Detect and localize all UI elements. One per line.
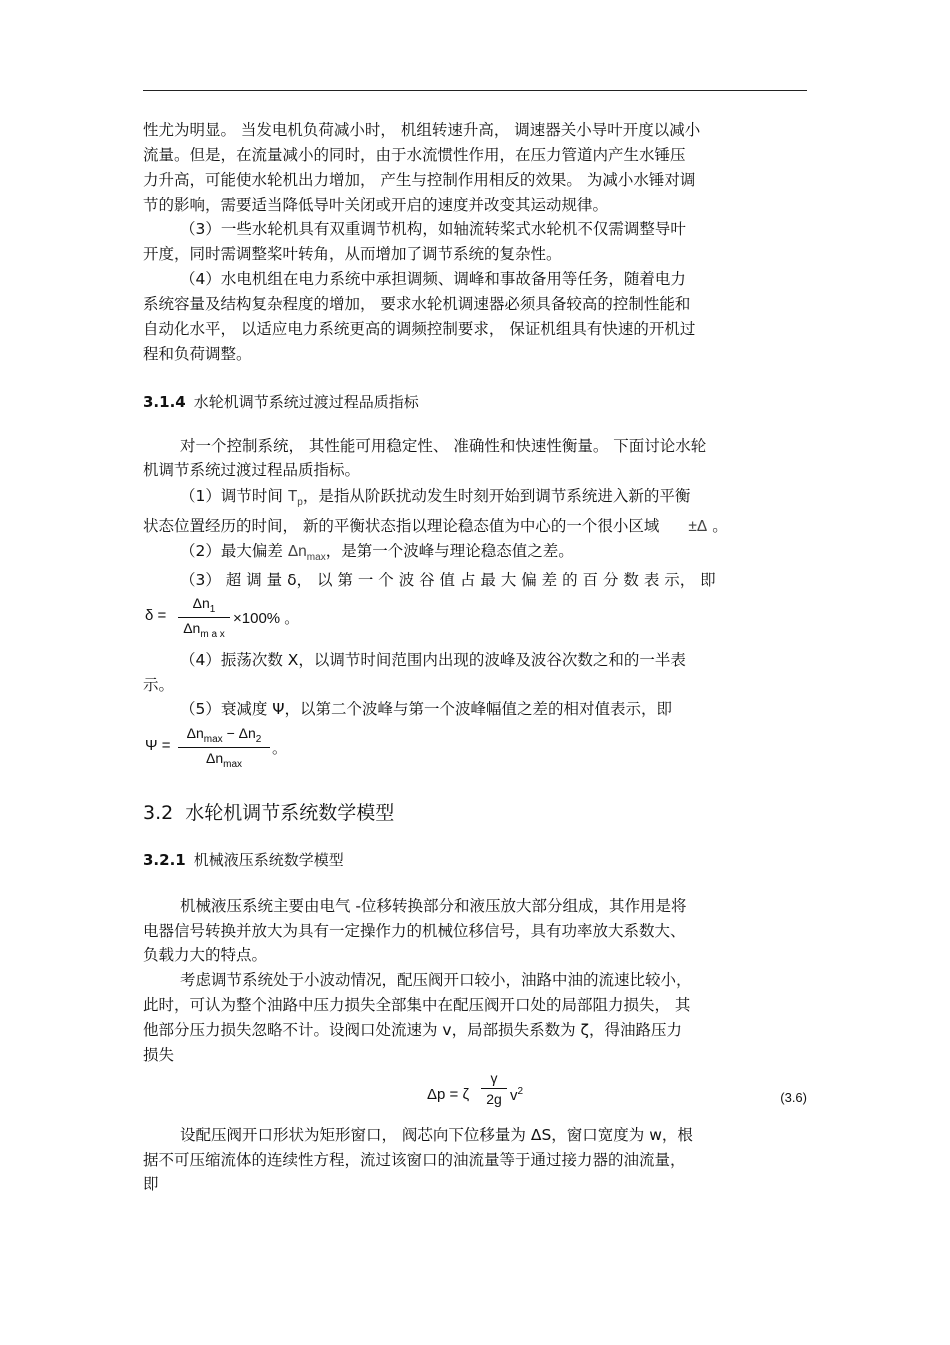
text-line: （4）水电机组在电力系统中承担调频、调峰和事故备用等任务，随着电力: [180, 270, 686, 288]
section-heading-3-1-4: [143, 392, 419, 412]
section-number: 3.2.1: [143, 851, 186, 869]
text-line: 力升高，可能使水轮机出力增加， 产生与控制作用相反的效果。 为减小水锤对调: [143, 171, 696, 189]
symbol: $\Delta n_{max}$: [287, 543, 326, 564]
text-line: 即: [143, 1175, 159, 1193]
section-number: 3.2: [143, 802, 174, 824]
formula-rhs: ×100% 。: [233, 610, 300, 627]
item-text: ，是指从阶跃扰动发生时刻开始到调节系统进入新的平衡: [302, 487, 691, 505]
text-line: 机调节系统过渡过程品质指标。: [143, 461, 361, 479]
text-line: 节的影响，需要适当降低导叶关闭或开启的速度并改变其运动规律。: [143, 196, 609, 214]
text-line: 程和负荷调整。: [143, 345, 252, 363]
section-title: 水轮机调节系统过渡过程品质指标: [193, 393, 419, 411]
formula-end: 。: [272, 740, 288, 757]
text-line: [180, 486, 690, 513]
symbol: $T_p$: [287, 488, 303, 509]
equation-number: (3.6): [780, 1090, 807, 1105]
text-line: （3） 超 调 量 δ， 以 第 一 个 波 谷 值 占 最 大 偏 差 的 百 分 数 表 示， 即: [180, 571, 716, 589]
formula-lhs: Ψ =: [145, 737, 171, 754]
text-line: （4）振荡次数 X，以调节时间范围内出现的波峰及波谷次数之和的一半表: [180, 651, 686, 669]
text-line: 自动化水平， 以适应电力系统更高的调频控制要求， 保证机组具有快速的开机过: [143, 320, 696, 338]
section-title: 水轮机调节系统数学模型: [185, 802, 395, 824]
text-line: 损失: [143, 1046, 175, 1064]
text-line: 机械液压系统主要由电气 -位移转换部分和液压放大部分组成，其作用是将: [180, 897, 687, 915]
fraction: $\Delta n_{max} - \Delta n_2$ $\Delta n_{max}$: [178, 725, 270, 770]
text-line: 考虑调节系统处于小波动情况，配压阀开口较小，油路中油的流速比较小，: [180, 971, 692, 989]
text-line: 此时，可认为整个油路中压力损失全部集中在配压阀开口处的局部阻力损失， 其: [143, 996, 691, 1014]
symbol: ±Δ: [688, 518, 708, 535]
text-line: 对一个控制系统， 其性能可用稳定性、 准确性和快速性衡量。 下面讨论水轮: [180, 437, 707, 455]
text-line: （3）一些水轮机具有双重调节机构，如轴流转桨式水轮机不仅需调整导叶: [180, 220, 686, 238]
text-line: 他部分压力损失忽略不计。设阀口处流速为 v，局部损失系数为 ζ，得油路压力: [143, 1021, 682, 1039]
header-rule: [143, 90, 807, 91]
item-label: （1）调节时间: [180, 487, 283, 505]
equation-lhs: Δp = ζ: [427, 1086, 470, 1103]
fraction: γ 2g: [481, 1070, 507, 1107]
text-line: 性尤为明显。 当发电机负荷减小时， 机组转速升高， 调速器关小导叶开度以减小: [143, 121, 701, 139]
text-line: 开度，同时需调整桨叶转角，从而增加了调节系统的复杂性。: [143, 245, 562, 263]
section-heading-3-2: [143, 801, 394, 825]
text-line: （5）衰减度 Ψ，以第二个波峰与第一个波峰幅值之差的相对值表示，即: [180, 700, 672, 718]
text-line: 电器信号转换并放大为具有一定操作力的机械位移信号，具有功率放大系数大、: [143, 922, 686, 940]
text-line: 负载力大的特点。: [143, 946, 268, 964]
text-line: 状态位置经历的时间， 新的平衡状态指以理论稳态值为中心的一个很小区域 ±Δ 。: [143, 517, 728, 535]
text-line: 示。: [143, 676, 175, 694]
text-line: 设配压阀开口形状为矩形窗口， 阀芯向下位移量为 ΔS，窗口宽度为 w，根: [180, 1126, 693, 1144]
text-line: 据不可压缩流体的连续性方程，流过该窗口的油流量等于通过接力器的油流量，: [143, 1151, 686, 1169]
section-heading-3-2-1: [143, 850, 344, 870]
equation-rhs: $v^2$: [510, 1086, 524, 1104]
section-title: 机械液压系统数学模型: [193, 851, 344, 869]
text-line: 系统容量及结构复杂程度的增加， 要求水轮机调速器必须具备较高的控制性能和: [143, 295, 691, 313]
formula-lhs: δ =: [145, 607, 167, 624]
text-line: 流量。但是，在流量减小的同时，由于水流惯性作用，在压力管道内产生水锤压: [143, 146, 686, 164]
section-number: 3.1.4: [143, 393, 186, 411]
fraction: $\Delta n_1$ $\Delta n_{m a x}$: [178, 595, 230, 640]
text-line: （2）最大偏差 $\Delta n_{max}$，是第一个波峰与理论稳态值之差。: [180, 542, 574, 564]
